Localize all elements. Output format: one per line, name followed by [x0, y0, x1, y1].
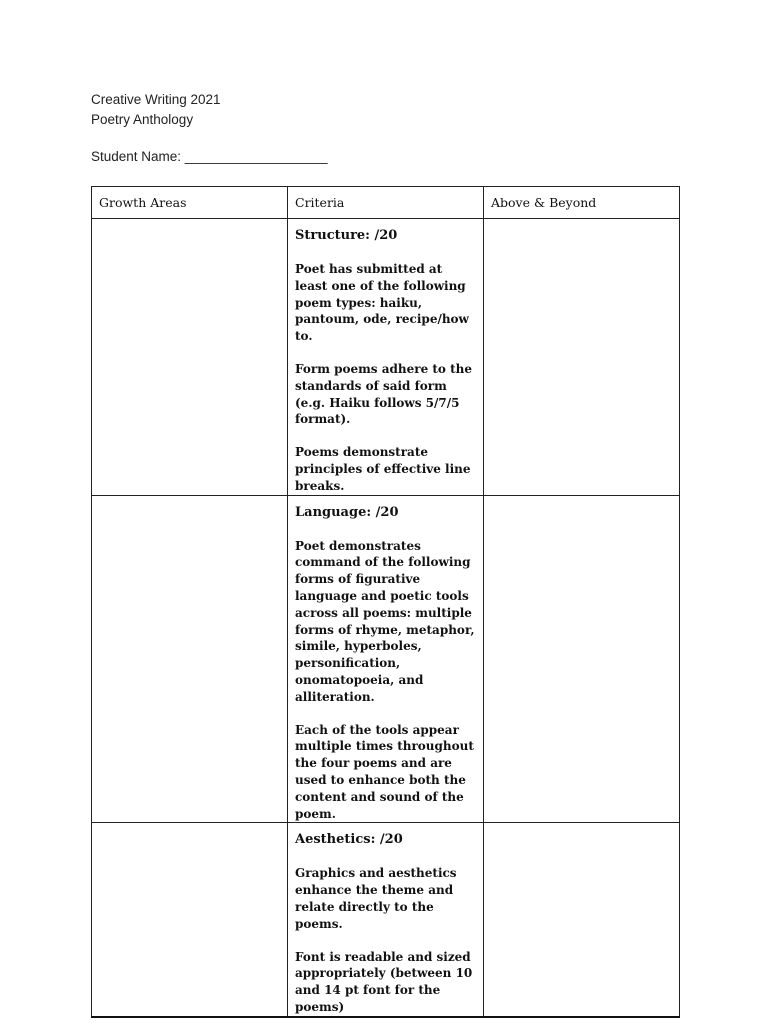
criteria-paragraph: Poet has submitted at least one of the following poem types: haiku, pantoum, ode, recipe/how to. [295, 262, 469, 344]
criteria-paragraph: Poet demonstrates command of the following forms of figurative language and poetic tools across all poems: multiple forms of rhyme, metaphor, simile, hyperboles, personification, onomatopoeia, and alliteration. [295, 538, 475, 704]
criteria-title: Aesthetics: /20 [295, 832, 403, 848]
criteria-cell [288, 823, 484, 1017]
criteria-title: Structure: /20 [295, 228, 398, 243]
table-row [92, 495, 680, 823]
column-header-growth-areas: Growth Areas [92, 187, 288, 219]
criteria-cell [288, 495, 484, 823]
above-beyond-cell [484, 219, 680, 496]
table-row [92, 219, 680, 496]
growth-areas-cell [92, 495, 288, 823]
criteria-paragraph: Each of the tools appear multiple times throughout the four poems and are used to enhance both the content and sound of the poem. [295, 722, 474, 821]
student-name-field: Student Name: ___________________ [91, 149, 328, 164]
criteria-paragraph: Form poems adhere to the standards of said form (e.g. Haiku follows 5/7/5 format). [295, 361, 473, 427]
table-header-row [92, 187, 680, 219]
criteria-paragraph: Graphics and aesthetics enhance the theme and relate directly to the poems. [295, 866, 457, 931]
criteria-title: Language: /20 [295, 504, 399, 520]
document-header [91, 90, 327, 167]
growth-areas-cell [92, 823, 288, 1017]
above-beyond-cell [484, 495, 680, 823]
column-header-above-beyond: Above & Beyond [484, 187, 680, 219]
above-beyond-cell [484, 823, 680, 1017]
assignment-title: Poetry Anthology [91, 112, 194, 127]
column-header-criteria: Criteria [288, 187, 484, 219]
growth-areas-cell [92, 219, 288, 496]
criteria-paragraph: Poems demonstrate principles of effective line breaks. [295, 445, 471, 493]
course-title: Creative Writing 2021 [91, 92, 221, 107]
criteria-paragraph: Font is readable and sized appropriately (between 10 and 14 pt font for the poems) [295, 949, 473, 1014]
table-row [92, 823, 680, 1017]
criteria-cell [288, 219, 484, 496]
rubric-table [91, 186, 680, 1018]
